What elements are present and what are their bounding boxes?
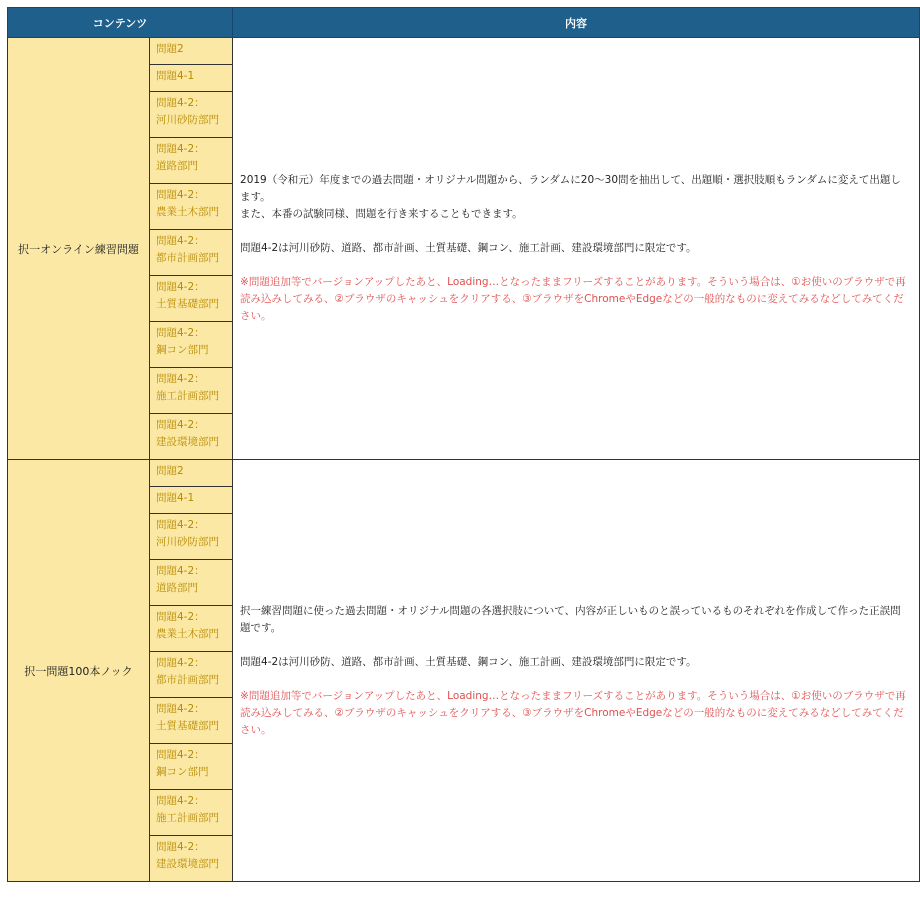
description-cell	[233, 38, 920, 460]
sub-item-link[interactable]: 問題2	[150, 460, 233, 487]
header-row	[8, 8, 920, 38]
description-cell	[233, 460, 920, 882]
scope-text: 問題4-2は河川砂防、道路、都市計画、土質基礎、鋼コン、施工計画、建設環境部門に限定です。	[240, 242, 697, 254]
sub-item-link[interactable]: 問題4-2： 道路部門	[150, 560, 233, 606]
note-text: ※問題追加等でバージョンアップしたあと、Loading…となったままフリーズすることがあります。そういう場合は、①お使いのブラウザで再読み込みしてみる、②ブラウザのキャッシュをクリアする、③ブラウザをChromeやEdgeなどの一般的なものに変えてみるなどしてみてください。	[240, 276, 906, 322]
sub-item-link[interactable]: 問題2	[150, 38, 233, 65]
sub-item-link[interactable]: 問題4-2： 施工計画部門	[150, 368, 233, 414]
scope-text: 問題4-2は河川砂防、道路、都市計画、土質基礎、鋼コン、施工計画、建設環境部門に限定です。	[240, 655, 697, 668]
contents-table	[7, 7, 920, 882]
sub-item-link[interactable]: 問題4-2： 河川砂防部門	[150, 514, 233, 560]
description-text-2: また、本番の試験同様、問題を行き来することもできます。	[240, 208, 523, 220]
sub-item-link[interactable]: 問題4-2： 鋼コン部門	[150, 322, 233, 368]
category-cell: 択一問題100本ノック	[8, 460, 150, 882]
note-text: ※問題追加等でバージョンアップしたあと、Loading…となったままフリーズすることがあります。そういう場合は、①お使いのブラウザで再読み込みしてみる、②ブラウザのキャッシュをクリアする、③ブラウザをChromeやEdgeなどの一般的なものに変えてみるなどしてみてください。	[240, 689, 906, 736]
sub-item-link[interactable]: 問題4-2： 建設環境部門	[150, 414, 233, 460]
header-contents: コンテンツ	[8, 8, 233, 38]
description-text: 2019（令和元）年度までの過去問題・オリジナル問題から、ランダムに20～30問を抽出して、出題順・選択肢順もランダムに変えて出題します。	[240, 174, 901, 203]
sub-item-link[interactable]: 問題4-2： 都市計画部門	[150, 652, 233, 698]
sub-item-link[interactable]: 問題4-2： 土質基礎部門	[150, 276, 233, 322]
sub-item-link[interactable]: 問題4-2： 河川砂防部門	[150, 92, 233, 138]
sub-item-link[interactable]: 問題4-2： 鋼コン部門	[150, 744, 233, 790]
sub-item-link[interactable]: 問題4-2： 道路部門	[150, 138, 233, 184]
description-text: 択一練習問題に使った過去問題・オリジナル問題の各選択肢について、内容が正しいものと誤っているものそれぞれを作成して作った正誤問題です。	[240, 604, 901, 634]
category-cell: 択一オンライン練習問題	[8, 38, 150, 460]
table-row	[8, 460, 920, 487]
table-row	[8, 38, 920, 65]
sub-item-link[interactable]: 問題4-2： 農業土木部門	[150, 606, 233, 652]
sub-item-link[interactable]: 問題4-2： 施工計画部門	[150, 790, 233, 836]
header-description: 内容	[233, 8, 920, 38]
sub-item-link[interactable]: 問題4-1	[150, 65, 233, 92]
sub-item-link[interactable]: 問題4-1	[150, 487, 233, 514]
sub-item-link[interactable]: 問題4-2： 建設環境部門	[150, 836, 233, 882]
sub-item-link[interactable]: 問題4-2： 都市計画部門	[150, 230, 233, 276]
sub-item-link[interactable]: 問題4-2： 農業土木部門	[150, 184, 233, 230]
sub-item-link[interactable]: 問題4-2： 土質基礎部門	[150, 698, 233, 744]
